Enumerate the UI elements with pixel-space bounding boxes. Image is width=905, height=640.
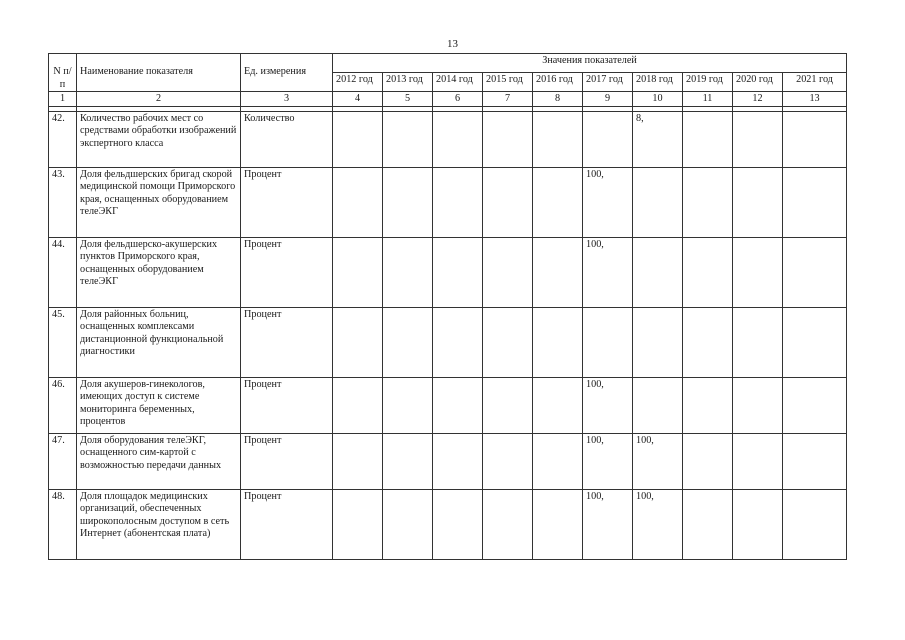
row-number: 45. (49, 307, 77, 377)
value-cell (783, 111, 847, 167)
row-number: 42. (49, 111, 77, 167)
value-cell: 8, (633, 111, 683, 167)
header-year: 2019 год (683, 73, 733, 92)
table-body (49, 106, 847, 559)
row-number: 43. (49, 167, 77, 237)
header-year: 2021 год (783, 73, 847, 92)
value-cell (783, 433, 847, 489)
value-cell (383, 489, 433, 559)
column-number: 11 (683, 92, 733, 107)
header-year: 2012 год (333, 73, 383, 92)
value-cell (533, 111, 583, 167)
value-cell (733, 489, 783, 559)
value-cell (533, 377, 583, 433)
value-cell (383, 111, 433, 167)
column-number: 8 (533, 92, 583, 107)
value-cell (383, 377, 433, 433)
value-cell (533, 489, 583, 559)
table-row (49, 307, 847, 377)
indicator-name: Количество рабочих мест со средствами обработки изображений экспертного класса (77, 111, 241, 167)
indicators-table (48, 53, 847, 560)
value-cell (733, 167, 783, 237)
value-cell: 100, (633, 433, 683, 489)
value-cell (533, 307, 583, 377)
table-row (49, 167, 847, 237)
value-cell (483, 377, 533, 433)
table-row (49, 237, 847, 307)
column-number: 12 (733, 92, 783, 107)
value-cell (633, 307, 683, 377)
value-cell (483, 237, 533, 307)
value-cell (483, 167, 533, 237)
header-year: 2018 год (633, 73, 683, 92)
value-cell (683, 111, 733, 167)
unit-of-measure: Процент (241, 433, 333, 489)
unit-of-measure: Процент (241, 489, 333, 559)
column-number: 10 (633, 92, 683, 107)
indicator-name: Доля фельдшерско-акушерских пунктов Приморского края, оснащенных оборудованием телеЭКГ (77, 237, 241, 307)
value-cell (383, 167, 433, 237)
value-cell (433, 167, 483, 237)
page-number: 13 (447, 38, 458, 50)
column-number: 7 (483, 92, 533, 107)
value-cell (683, 307, 733, 377)
value-cell (333, 237, 383, 307)
column-number: 5 (383, 92, 433, 107)
value-cell (633, 167, 683, 237)
column-number: 9 (583, 92, 633, 107)
header-year: 2017 год (583, 73, 633, 92)
column-number: 1 (49, 92, 77, 107)
header-year: 2020 год (733, 73, 783, 92)
header-unit: Ед. измерения (241, 54, 333, 92)
value-cell (333, 489, 383, 559)
value-cell (533, 433, 583, 489)
column-number: 2 (77, 92, 241, 107)
value-cell (433, 111, 483, 167)
header-year: 2016 год (533, 73, 583, 92)
table-row (49, 489, 847, 559)
value-cell (683, 489, 733, 559)
value-cell (483, 307, 533, 377)
value-cell: 100, (583, 433, 633, 489)
value-cell (383, 237, 433, 307)
table-row (49, 433, 847, 489)
row-number: 47. (49, 433, 77, 489)
value-cell (433, 237, 483, 307)
indicator-name: Доля фельдшерских бригад скорой медицинской помощи Приморского края, оснащенных оборудованием телеЭКГ (77, 167, 241, 237)
unit-of-measure: Процент (241, 237, 333, 307)
value-cell: 100, (583, 489, 633, 559)
value-cell (783, 307, 847, 377)
indicator-name: Доля площадок медицинских организаций, обеспеченных широкополосным доступом в сеть Интернет (абонентская плата) (77, 489, 241, 559)
value-cell (733, 237, 783, 307)
value-cell (583, 307, 633, 377)
value-cell (733, 433, 783, 489)
indicator-name: Доля оборудования телеЭКГ, оснащенного сим-картой с возможностью передачи данных (77, 433, 241, 489)
value-cell (333, 167, 383, 237)
header-name: Наименование показателя (77, 54, 241, 92)
value-cell (383, 307, 433, 377)
value-cell (483, 489, 533, 559)
value-cell: 100, (583, 237, 633, 307)
value-cell (783, 237, 847, 307)
column-number: 4 (333, 92, 383, 107)
value-cell (333, 433, 383, 489)
value-cell (483, 433, 533, 489)
value-cell (383, 433, 433, 489)
value-cell (633, 377, 683, 433)
header-num: N п/п (49, 54, 77, 92)
table-row (49, 111, 847, 167)
value-cell: 100, (583, 377, 633, 433)
value-cell (483, 111, 533, 167)
unit-of-measure: Процент (241, 307, 333, 377)
value-cell (633, 237, 683, 307)
table-row (49, 377, 847, 433)
row-number: 48. (49, 489, 77, 559)
unit-of-measure: Процент (241, 377, 333, 433)
unit-of-measure: Процент (241, 167, 333, 237)
indicator-name: Доля акушеров-гинекологов, имеющих доступ к системе мониторинга беременных, процентов (77, 377, 241, 433)
table-header (49, 54, 847, 107)
value-cell (433, 433, 483, 489)
value-cell (733, 111, 783, 167)
header-year: 2013 год (383, 73, 433, 92)
value-cell (433, 489, 483, 559)
value-cell (683, 167, 733, 237)
value-cell (783, 377, 847, 433)
value-cell (333, 111, 383, 167)
column-number: 6 (433, 92, 483, 107)
column-numbers-row (49, 92, 847, 107)
value-cell (333, 307, 383, 377)
value-cell (433, 307, 483, 377)
row-number: 46. (49, 377, 77, 433)
value-cell (533, 167, 583, 237)
header-values-group: Значения показателей (333, 54, 847, 73)
unit-of-measure: Количество (241, 111, 333, 167)
value-cell: 100, (633, 489, 683, 559)
row-number: 44. (49, 237, 77, 307)
value-cell (333, 377, 383, 433)
value-cell (733, 377, 783, 433)
value-cell (683, 433, 733, 489)
value-cell (733, 307, 783, 377)
value-cell (683, 377, 733, 433)
value-cell (583, 111, 633, 167)
value-cell: 100, (583, 167, 633, 237)
value-cell (783, 167, 847, 237)
value-cell (533, 237, 583, 307)
header-year: 2015 год (483, 73, 533, 92)
header-year: 2014 год (433, 73, 483, 92)
value-cell (433, 377, 483, 433)
column-number: 13 (783, 92, 847, 107)
column-number: 3 (241, 92, 333, 107)
value-cell (783, 489, 847, 559)
value-cell (683, 237, 733, 307)
indicator-name: Доля районных больниц, оснащенных комплексами дистанционной функциональной диагностики (77, 307, 241, 377)
